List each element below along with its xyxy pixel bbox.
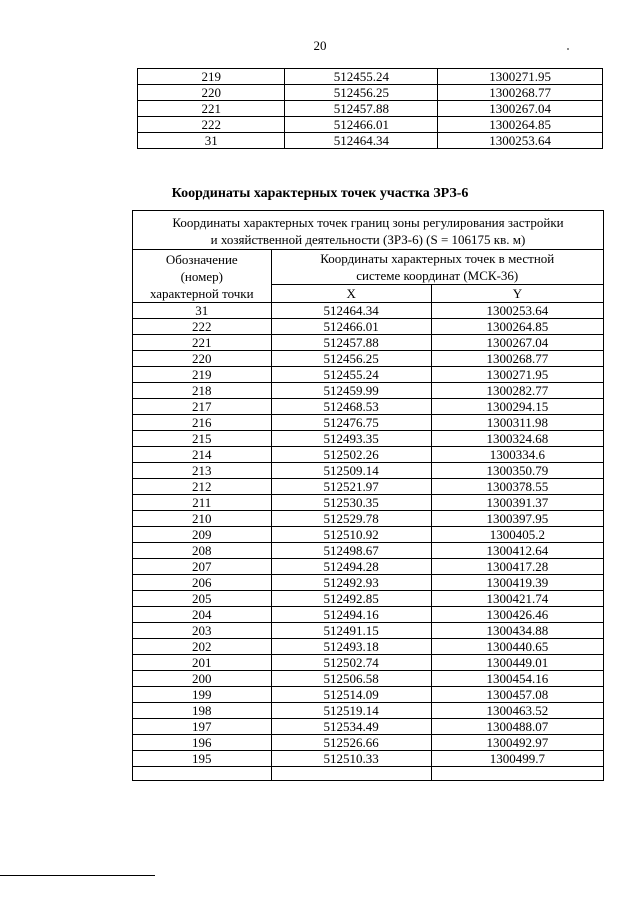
- y-coordinate-cell: 1300350.79: [431, 463, 603, 479]
- x-coordinate-cell: 512493.35: [271, 431, 431, 447]
- y-coordinate-cell: 1300267.04: [438, 101, 603, 117]
- y-coordinate-cell: 1300419.39: [431, 575, 603, 591]
- point-number-cell: 199: [133, 687, 272, 703]
- point-number-cell: 221: [138, 101, 285, 117]
- coord-header-line-2: системе координат (МСК-36): [356, 268, 519, 283]
- point-number-cell: 217: [133, 399, 272, 415]
- y-coordinate-cell: 1300405.2: [431, 527, 603, 543]
- x-coordinate-cell: 512521.97: [271, 479, 431, 495]
- y-coordinate-cell: 1300421.74: [431, 591, 603, 607]
- y-coordinate-cell: 1300268.77: [431, 351, 603, 367]
- zrz6-coordinates-table: [132, 210, 604, 781]
- table-row: [133, 671, 604, 687]
- table-row: [138, 69, 603, 85]
- x-coordinate-cell: 512464.34: [285, 133, 438, 149]
- y-coordinate-cell: 1300426.46: [431, 607, 603, 623]
- x-coordinate-cell: 512510.33: [271, 751, 431, 767]
- x-coordinate-cell: 512456.25: [285, 85, 438, 101]
- x-coordinate-cell: 512476.75: [271, 415, 431, 431]
- point-number-cell: 215: [133, 431, 272, 447]
- table-row: [133, 367, 604, 383]
- point-header-line-1: Обозначение: [165, 251, 238, 267]
- x-coordinate-cell: 512506.58: [271, 671, 431, 687]
- x-coordinate-cell: 512459.99: [271, 383, 431, 399]
- point-number-cell: 207: [133, 559, 272, 575]
- table-row: [138, 117, 603, 133]
- y-coordinate-cell: 1300499.7: [431, 751, 603, 767]
- x-coordinate-cell: 512455.24: [285, 69, 438, 85]
- page-speck: [567, 48, 569, 50]
- x-coordinate-cell: 512466.01: [271, 319, 431, 335]
- table-caption: [133, 211, 604, 250]
- table-row: [133, 399, 604, 415]
- empty-cell: [133, 767, 272, 781]
- x-coordinate-cell: 512502.74: [271, 655, 431, 671]
- y-coordinate-cell: 1300264.85: [438, 117, 603, 133]
- point-number-cell: 203: [133, 623, 272, 639]
- x-coordinate-cell: 512466.01: [285, 117, 438, 133]
- header-row-1: [133, 250, 604, 285]
- table-row: [133, 735, 604, 751]
- point-number-cell: 221: [133, 335, 272, 351]
- caption-line-1: Координаты характерных точек границ зоны регулирования застройки: [172, 215, 564, 230]
- point-number-cell: 31: [138, 133, 285, 149]
- table-row: [133, 703, 604, 719]
- table-row: [138, 133, 603, 149]
- point-number-cell: 218: [133, 383, 272, 399]
- section-title: Координаты характерных точек участка ЗРЗ-6: [171, 186, 469, 201]
- point-number-cell: 212: [133, 479, 272, 495]
- point-number-cell: 205: [133, 591, 272, 607]
- table-row: [133, 431, 604, 447]
- point-number-cell: 210: [133, 511, 272, 527]
- y-coordinate-cell: 1300492.97: [431, 735, 603, 751]
- y-coordinate-cell: 1300463.52: [431, 703, 603, 719]
- y-coordinate-cell: 1300457.08: [431, 687, 603, 703]
- y-coordinate-cell: 1300294.15: [431, 399, 603, 415]
- coord-header-line-1: Координаты характерных точек в местной: [320, 251, 555, 266]
- table-row: [133, 655, 604, 671]
- table-row: [138, 85, 603, 101]
- table-row: [133, 623, 604, 639]
- y-coordinate-cell: 1300440.65: [431, 639, 603, 655]
- table-row: [133, 559, 604, 575]
- y-coordinate-cell: 1300267.04: [431, 335, 603, 351]
- y-coordinate-cell: 1300282.77: [431, 383, 603, 399]
- table-row: [138, 101, 603, 117]
- x-coordinate-cell: 512456.25: [271, 351, 431, 367]
- table-row: [133, 303, 604, 319]
- point-number-cell: 195: [133, 751, 272, 767]
- point-number-cell: 209: [133, 527, 272, 543]
- y-coordinate-cell: 1300334.6: [431, 447, 603, 463]
- table-row: [133, 447, 604, 463]
- x-header: X: [271, 285, 431, 303]
- table-row: [133, 383, 604, 399]
- point-number-cell: 198: [133, 703, 272, 719]
- y-coordinate-cell: 1300449.01: [431, 655, 603, 671]
- y-coordinate-cell: 1300268.77: [438, 85, 603, 101]
- table-row: [133, 719, 604, 735]
- x-coordinate-cell: 512514.09: [271, 687, 431, 703]
- table-row: [133, 751, 604, 767]
- empty-cell: [431, 767, 603, 781]
- x-coordinate-cell: 512519.14: [271, 703, 431, 719]
- point-number-cell: 222: [138, 117, 285, 133]
- table-row: [133, 607, 604, 623]
- x-coordinate-cell: 512494.16: [271, 607, 431, 623]
- x-coordinate-cell: 512529.78: [271, 511, 431, 527]
- table-row: [133, 319, 604, 335]
- point-number-cell: 31: [133, 303, 272, 319]
- y-coordinate-cell: 1300253.64: [438, 133, 603, 149]
- table-row: [133, 511, 604, 527]
- continued-coordinates-body: [138, 69, 603, 149]
- coord-system-header: [271, 250, 603, 285]
- table-row: [133, 575, 604, 591]
- point-header: [133, 250, 272, 303]
- x-coordinate-cell: 512502.26: [271, 447, 431, 463]
- table-row: [133, 479, 604, 495]
- y-coordinate-cell: 1300417.28: [431, 559, 603, 575]
- empty-cell: [271, 767, 431, 781]
- x-coordinate-cell: 512457.88: [271, 335, 431, 351]
- y-coordinate-cell: 1300253.64: [431, 303, 603, 319]
- point-header-line-3: характерной точки: [149, 285, 254, 301]
- point-number-cell: 202: [133, 639, 272, 655]
- y-coordinate-cell: 1300434.88: [431, 623, 603, 639]
- y-coordinate-cell: 1300264.85: [431, 319, 603, 335]
- caption-line-2: и хозяйственной деятельности (ЗРЗ-6) (S = 106175 кв. м): [210, 232, 526, 247]
- caption-row: [133, 211, 604, 250]
- point-number-cell: 220: [133, 351, 272, 367]
- x-coordinate-cell: 512464.34: [271, 303, 431, 319]
- table-header: [133, 211, 604, 303]
- point-number-cell: 214: [133, 447, 272, 463]
- point-number-cell: 213: [133, 463, 272, 479]
- y-coordinate-cell: 1300397.95: [431, 511, 603, 527]
- table-row: [133, 351, 604, 367]
- point-header-line-2: (номер): [180, 268, 223, 284]
- point-number-cell: 200: [133, 671, 272, 687]
- point-number-cell: 197: [133, 719, 272, 735]
- page-number: 20: [313, 38, 327, 53]
- table-row: [133, 687, 604, 703]
- table-row: [133, 495, 604, 511]
- x-coordinate-cell: 512492.85: [271, 591, 431, 607]
- y-coordinate-cell: 1300488.07: [431, 719, 603, 735]
- y-coordinate-cell: 1300271.95: [438, 69, 603, 85]
- x-coordinate-cell: 512526.66: [271, 735, 431, 751]
- table-row: [133, 335, 604, 351]
- y-coordinate-cell: 1300378.55: [431, 479, 603, 495]
- y-coordinate-cell: 1300412.64: [431, 543, 603, 559]
- x-coordinate-cell: 512492.93: [271, 575, 431, 591]
- point-number-cell: 206: [133, 575, 272, 591]
- point-number-cell: 219: [138, 69, 285, 85]
- y-coordinate-cell: 1300311.98: [431, 415, 603, 431]
- x-coordinate-cell: 512534.49: [271, 719, 431, 735]
- x-coordinate-cell: 512491.15: [271, 623, 431, 639]
- point-number-cell: 201: [133, 655, 272, 671]
- x-coordinate-cell: 512457.88: [285, 101, 438, 117]
- table-row: [133, 527, 604, 543]
- table-row: [133, 543, 604, 559]
- y-coordinate-cell: 1300391.37: [431, 495, 603, 511]
- table-row: [133, 415, 604, 431]
- table-row: [133, 463, 604, 479]
- y-coordinate-cell: 1300454.16: [431, 671, 603, 687]
- point-number-cell: 220: [138, 85, 285, 101]
- x-coordinate-cell: 512510.92: [271, 527, 431, 543]
- x-coordinate-cell: 512530.35: [271, 495, 431, 511]
- point-number-cell: 211: [133, 495, 272, 511]
- point-number-cell: 196: [133, 735, 272, 751]
- point-number-cell: 216: [133, 415, 272, 431]
- x-coordinate-cell: 512455.24: [271, 367, 431, 383]
- zrz6-coordinates-body: [133, 303, 604, 781]
- table-row: [133, 591, 604, 607]
- x-coordinate-cell: 512498.67: [271, 543, 431, 559]
- x-coordinate-cell: 512494.28: [271, 559, 431, 575]
- footer-rule: [0, 875, 155, 876]
- table-row: [133, 639, 604, 655]
- point-number-cell: 222: [133, 319, 272, 335]
- x-coordinate-cell: 512509.14: [271, 463, 431, 479]
- x-coordinate-cell: 512468.53: [271, 399, 431, 415]
- y-coordinate-cell: 1300324.68: [431, 431, 603, 447]
- continued-coordinates-table: [137, 68, 603, 149]
- y-header: Y: [431, 285, 603, 303]
- x-coordinate-cell: 512493.18: [271, 639, 431, 655]
- point-number-cell: 208: [133, 543, 272, 559]
- y-coordinate-cell: 1300271.95: [431, 367, 603, 383]
- empty-table-row: [133, 767, 604, 781]
- point-number-cell: 219: [133, 367, 272, 383]
- point-number-cell: 204: [133, 607, 272, 623]
